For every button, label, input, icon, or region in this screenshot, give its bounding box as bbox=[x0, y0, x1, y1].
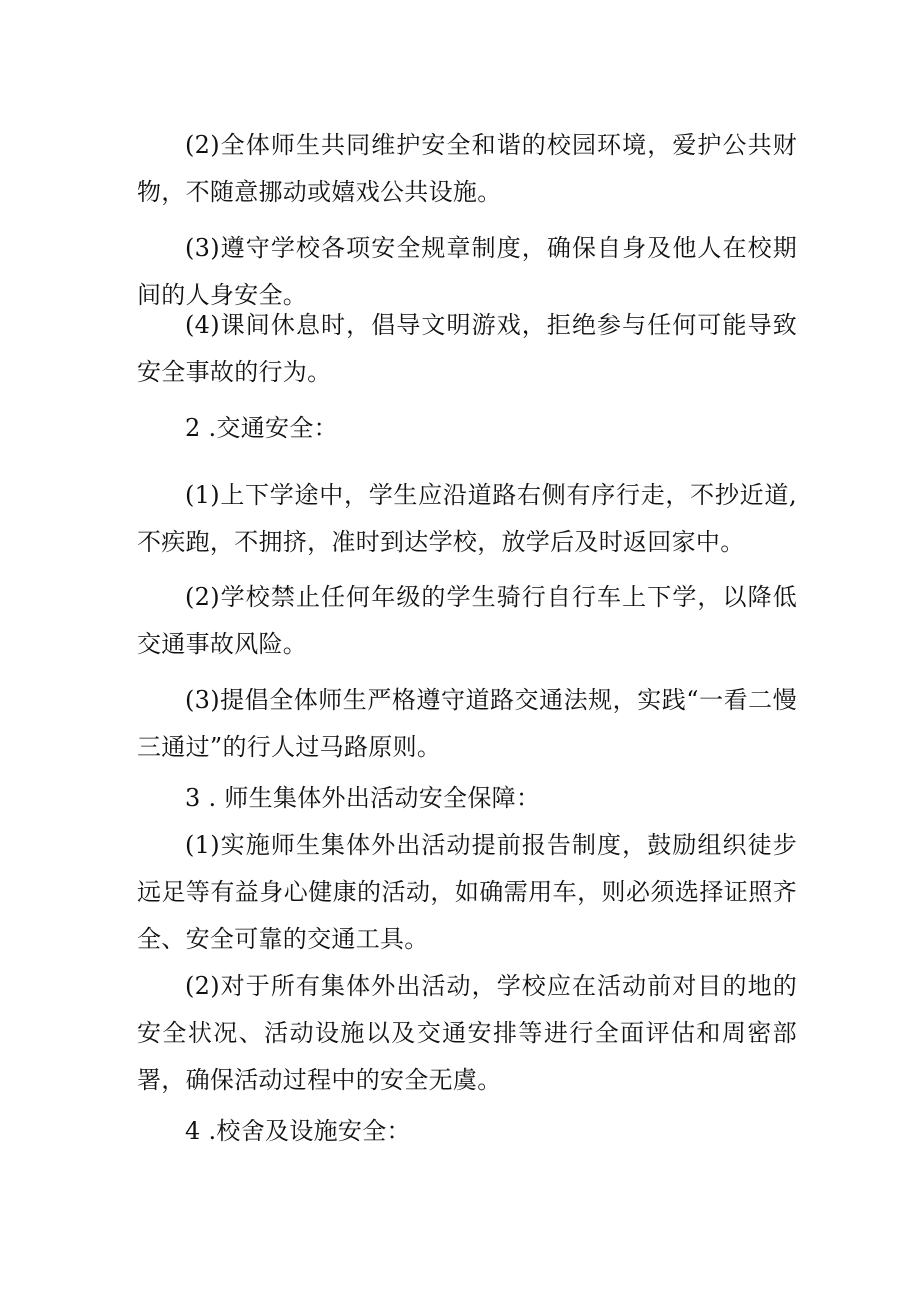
section-heading-outing-safety: 3 . 师生集体外出活动安全保障： bbox=[185, 784, 541, 812]
paragraph-no-bicycles: (2)学校禁止任何年级的学生骑行自行车上下学，以降低交通事故风险。 bbox=[137, 583, 797, 658]
paragraph-commute-walking: (1)上下学途中，学生应沿道路右侧有序行走，不抄近道, 不疾跑，不拥挤，准时到达学校，放学后及时返回家中。 bbox=[137, 481, 797, 556]
paragraph-safety-rules: (3)遵守学校各项安全规章制度，确保自身及他人在校期间的人身安全。 bbox=[137, 234, 797, 309]
section-heading-traffic-safety: 2 .交通安全： bbox=[185, 414, 338, 442]
section-heading-facility-safety: 4 .校舍及设施安全： bbox=[185, 1117, 411, 1145]
paragraph-outing-report: (1)实施师生集体外出活动提前报告制度，鼓励组织徒步远足等有益身心健康的活动，如确需用车，则必须选择证照齐全、安全可靠的交通工具。 bbox=[137, 831, 797, 953]
paragraph-campus-environment: (2)全体师生共同维护安全和谐的校园环境，爱护公共财物，不随意挪动或嬉戏公共设施。 bbox=[137, 131, 797, 206]
paragraph-outing-assessment: (2)对于所有集体外出活动，学校应在活动前对目的地的安全状况、活动设施以及交通安排等进行全面评估和周密部署，确保活动过程中的安全无虞。 bbox=[137, 972, 797, 1094]
paragraph-traffic-rules: (3)提倡全体师生严格遵守道路交通法规，实践“一看二慢三通过”的行人过马路原则。 bbox=[137, 686, 797, 761]
paragraph-recess-games: (4)课间休息时，倡导文明游戏，拒绝参与任何可能导致安全事故的行为。 bbox=[137, 311, 797, 386]
